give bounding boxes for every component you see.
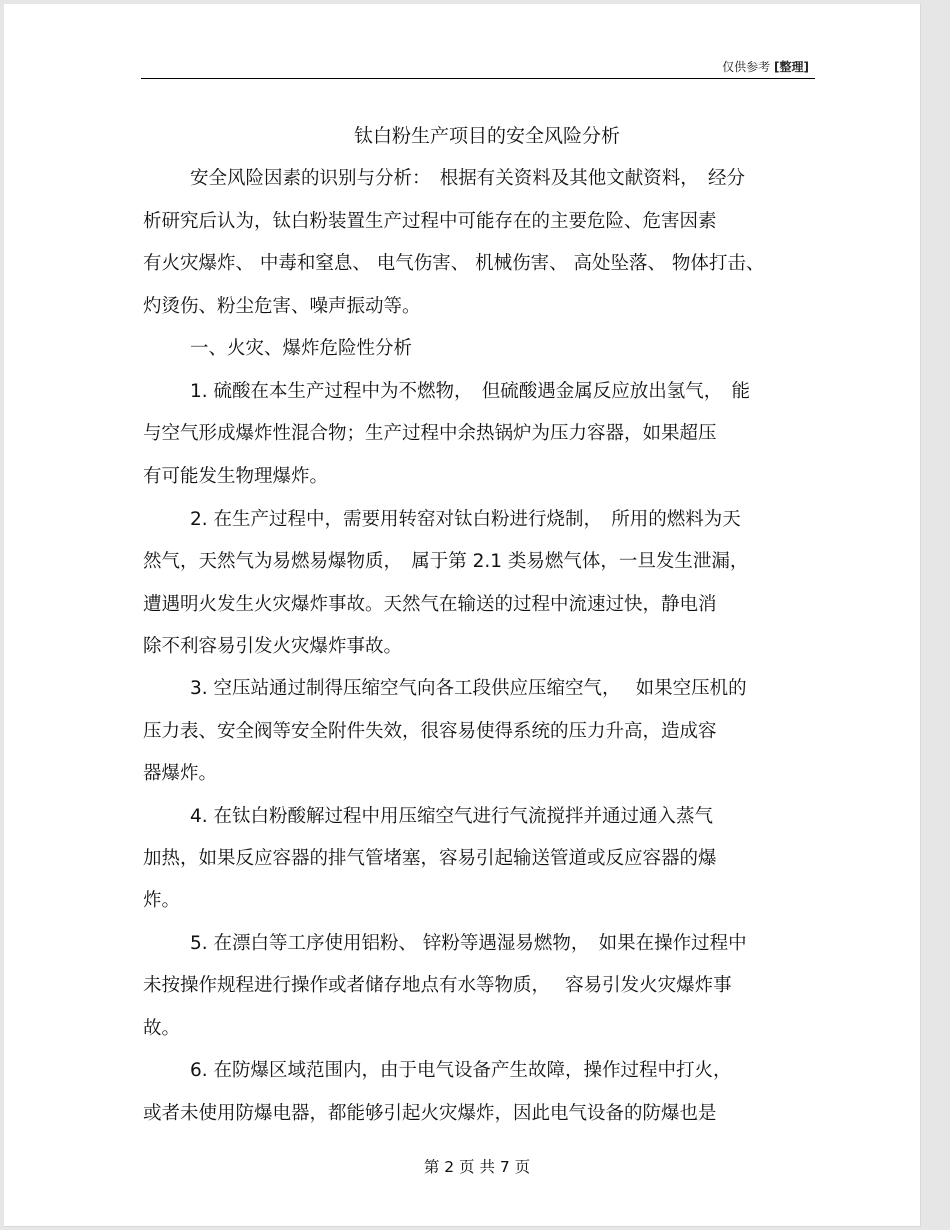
text-line: 炸。 <box>143 890 181 911</box>
text-line: 遭遇明火发生火灾爆炸事故。天然气在输送的过程中流速过快，静电消 <box>143 594 717 615</box>
text-line: 有可能发生物理爆炸。 <box>143 466 329 487</box>
text-line: 4. 在钛白粉酸解过程中用压缩空气进行气流搅拌并通过通入蒸气 <box>190 806 714 827</box>
text-line: 灼烫伤、粉尘危害、噪声振动等。 <box>143 296 421 317</box>
text-line: 安全风险因素的识别与分析： 根据有关资料及其他文献资料， 经分 <box>190 168 746 189</box>
text-line: 未按操作规程进行操作或者储存地点有水等物质， 容易引发火灾爆炸事 <box>143 975 732 996</box>
text-line: 除不利容易引发火灾爆炸事故。 <box>143 636 403 657</box>
document-page <box>4 4 921 1227</box>
text-line: 故。 <box>143 1018 181 1039</box>
section-heading: 一、火灾、爆炸危险性分析 <box>190 338 413 359</box>
header-note-prefix: 仅供参考 <box>722 60 771 74</box>
text-line: 压力表、安全阀等安全附件失效，很容易使得系统的压力升高，造成容 <box>143 721 717 742</box>
text-line: 5. 在漂白等工序使用铝粉、 锌粉等遇湿易燃物， 如果在操作过程中 <box>190 933 747 954</box>
page-footer: 第 2 页 共 7 页 <box>423 1158 531 1176</box>
text-line: 有火灾爆炸、 中毒和窒息、 电气伤害、 机械伤害、 高处坠落、 物体打击、 <box>143 253 765 274</box>
text-line: 与空气形成爆炸性混合物；生产过程中余热锅炉为压力容器，如果超压 <box>143 423 717 444</box>
document-title: 钛白粉生产项目的安全风险分析 <box>353 125 620 147</box>
text-line: 然气，天然气为易燃易爆物质， 属于第 2.1 类易燃气体，一旦发生泄漏， <box>143 551 749 572</box>
text-line: 或者未使用防爆电器，都能够引起火灾爆炸，因此电气设备的防爆也是 <box>143 1103 717 1124</box>
text-line: 加热，如果反应容器的排气管堵塞，容易引起输送管道或反应容器的爆 <box>143 848 717 869</box>
text-line: 2. 在生产过程中，需要用转窑对钛白粉进行烧制， 所用的燃料为天 <box>190 509 741 530</box>
text-line: 1. 硫酸在本生产过程中为不燃物， 但硫酸遇金属反应放出氢气， 能 <box>190 381 751 402</box>
header-rule <box>141 78 815 79</box>
text-line: 3. 空压站通过制得压缩空气向各工段供应压缩空气， 如果空压机的 <box>190 678 747 699</box>
text-line: 器爆炸。 <box>143 763 218 784</box>
text-line: 6. 在防爆区域范围内，由于电气设备产生故障，操作过程中打火， <box>190 1060 732 1081</box>
header-note <box>722 58 809 75</box>
text-line: 析研究后认为，钛白粉装置生产过程中可能存在的主要危险、危害因素 <box>143 211 717 232</box>
header-note-tag: [整理] <box>774 60 809 74</box>
